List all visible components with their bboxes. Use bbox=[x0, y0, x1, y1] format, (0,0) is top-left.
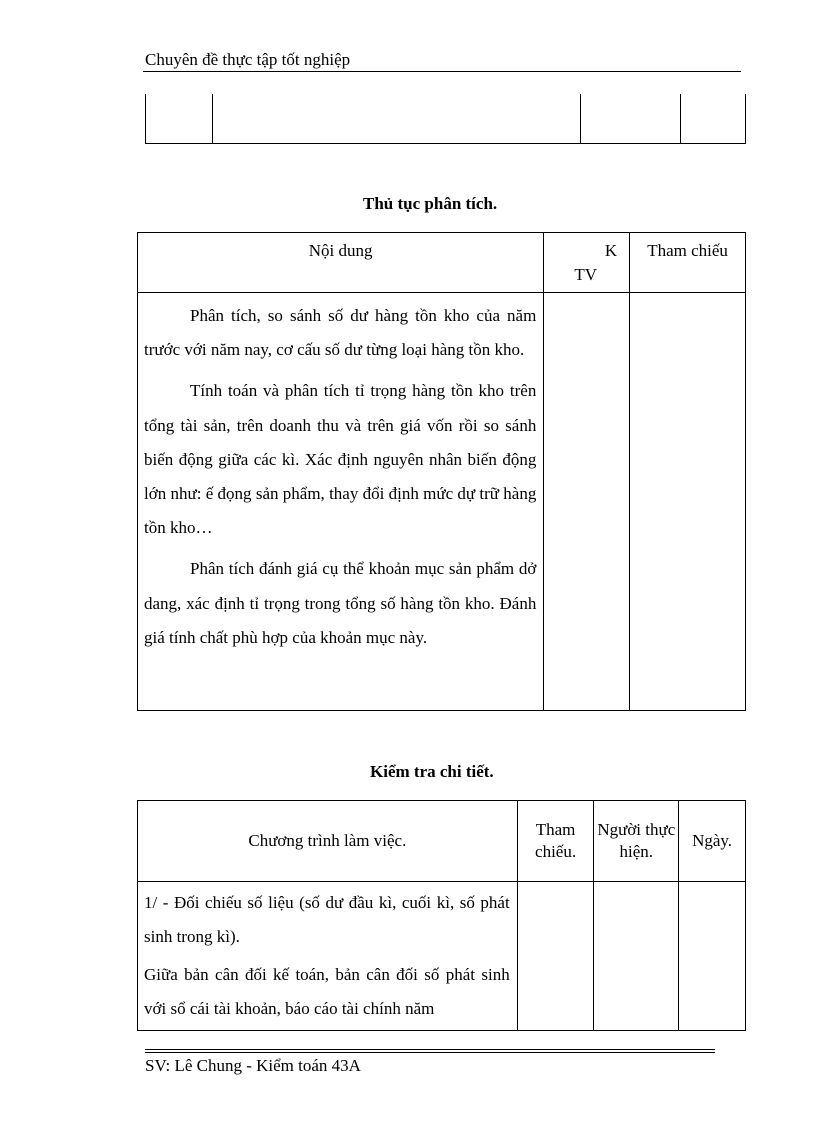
procedure-paragraph: Phân tích đánh giá cụ thể khoản mục sản phẩm dở dang, xác định tỉ trọng trong tổng số hàng tồn kho. Đánh giá tính chất phù hợp của khoản mục này. bbox=[144, 559, 537, 647]
page-header: Chuyên đề thực tập tốt nghiệp bbox=[145, 50, 351, 69]
date-cell bbox=[679, 882, 746, 1031]
performer-cell bbox=[594, 882, 679, 1031]
column-header-date: Ngày. bbox=[679, 801, 746, 882]
table-cell bbox=[212, 94, 580, 144]
program-paragraph: Giữa bản cân đối kế toán, bản cân đối số phát sinh với sổ cái tài khoản, báo cáo tài chính năm bbox=[144, 965, 510, 1018]
column-header-program: Chương trình làm việc. bbox=[138, 801, 518, 882]
ktv-label-k: K bbox=[604, 241, 618, 260]
procedure-paragraph: Phân tích, so sánh số dư hàng tồn kho của năm trước với năm nay, cơ cấu số dư từng loại hàng tồn kho. bbox=[144, 306, 537, 360]
reference-cell bbox=[630, 293, 746, 711]
column-header-reference: Tham chiếu. bbox=[517, 801, 594, 882]
detailed-tests-title: Kiểm tra chi tiết. bbox=[370, 762, 494, 781]
ktv-label-tv: TV bbox=[574, 265, 597, 284]
program-paragraph: 1/ - Đối chiếu số liệu (số dư đầu kì, cuối kì, số phát sinh trong kì). bbox=[144, 893, 510, 946]
analytical-procedures-title: Thủ tục phân tích. bbox=[363, 194, 498, 213]
column-header-performer: Người thực hiện. bbox=[594, 801, 679, 882]
continued-table bbox=[145, 94, 746, 144]
content-cell bbox=[138, 293, 544, 711]
analytical-procedures-table bbox=[137, 232, 746, 711]
column-header-ktv bbox=[544, 233, 630, 293]
ktv-cell bbox=[544, 293, 630, 711]
table-cell bbox=[146, 94, 213, 144]
table-cell bbox=[580, 94, 680, 144]
reference-cell bbox=[517, 882, 594, 1031]
table-cell bbox=[681, 94, 746, 144]
footer-rule bbox=[145, 1049, 715, 1050]
detailed-tests-table bbox=[137, 800, 746, 1031]
footer-rule bbox=[145, 1052, 715, 1053]
page-footer: SV: Lê Chung - Kiểm toán 43A bbox=[145, 1056, 361, 1075]
column-header-reference: Tham chiếu bbox=[630, 233, 746, 293]
program-cell bbox=[138, 882, 518, 1031]
procedure-paragraph: Tính toán và phân tích tỉ trọng hàng tồn kho trên tổng tài sản, trên doanh thu và trên giá vốn rồi so sánh biến động giữa các kì. Xác định nguyên nhân biến động lớn như: ế đọng sản phẩm, thay đổi định mức dự trữ hàng tồn kho… bbox=[144, 381, 537, 538]
column-header-content: Nội dung bbox=[138, 233, 544, 293]
header-rule bbox=[143, 71, 741, 72]
